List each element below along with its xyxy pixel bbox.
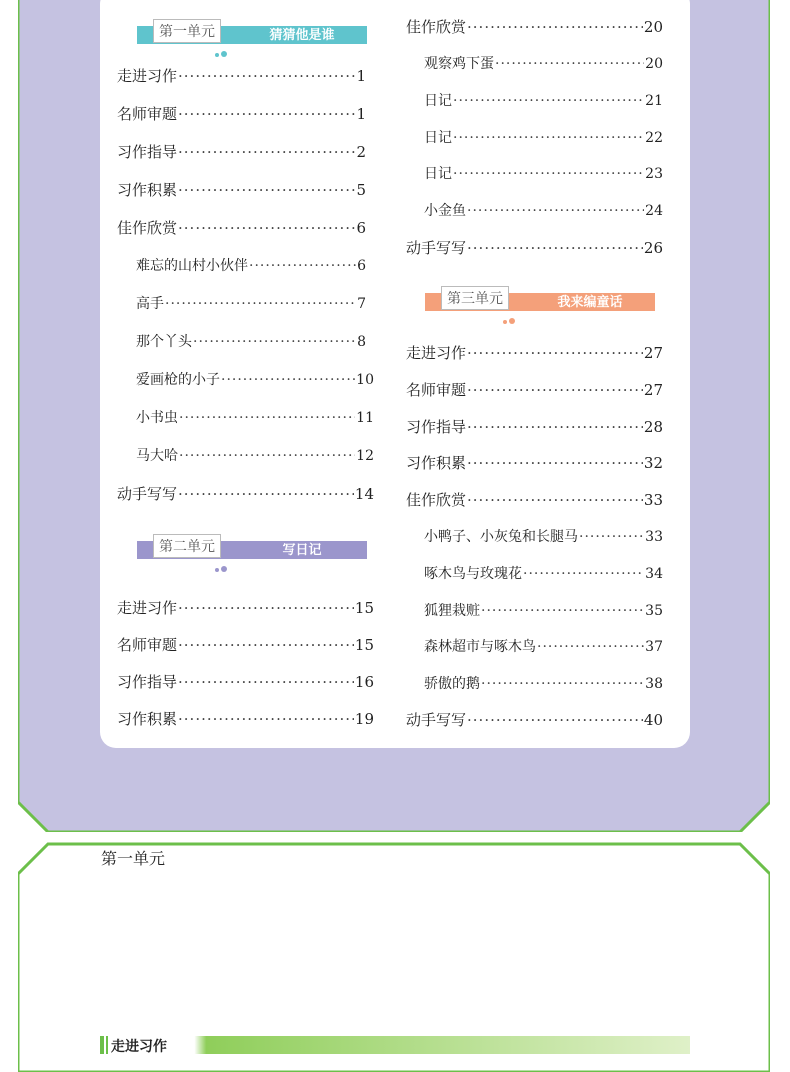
toc-entry[interactable] bbox=[117, 218, 366, 238]
unit-theme: 写日记 bbox=[282, 543, 322, 558]
toc-entry[interactable] bbox=[117, 104, 366, 124]
section-bar-marker bbox=[100, 1036, 104, 1054]
leader-dots bbox=[221, 370, 355, 390]
leader-dots bbox=[579, 527, 644, 547]
entry-page: 35 bbox=[645, 603, 663, 619]
section-label: 走进习作 bbox=[111, 1039, 167, 1055]
entry-page: 28 bbox=[643, 418, 663, 436]
leader-dots bbox=[495, 54, 644, 74]
entry-title: 难忘的山村小伙伴 bbox=[136, 258, 248, 274]
entry-title: 习作指导 bbox=[117, 143, 178, 161]
entry-page: 21 bbox=[645, 93, 663, 109]
entry-title: 动手写写 bbox=[117, 485, 178, 503]
leader-dots bbox=[178, 180, 355, 200]
entry-page: 20 bbox=[645, 56, 663, 72]
entry-page: 10 bbox=[356, 372, 374, 388]
toc-entry[interactable] bbox=[117, 709, 374, 729]
leader-dots bbox=[523, 564, 644, 584]
entry-title: 佳作欣赏 bbox=[406, 18, 467, 36]
leader-dots bbox=[467, 710, 643, 730]
entry-page: 32 bbox=[643, 454, 663, 472]
unit-theme: 我来编童话 bbox=[557, 295, 623, 310]
leader-dots bbox=[467, 417, 643, 437]
entry-title: 动手写写 bbox=[406, 711, 467, 729]
unit-header-3 bbox=[425, 293, 655, 319]
toc-entry[interactable] bbox=[424, 637, 663, 657]
entry-title: 马大哈 bbox=[136, 448, 178, 464]
toc-entry[interactable] bbox=[406, 417, 663, 437]
leader-dots bbox=[178, 709, 354, 729]
toc-entry[interactable] bbox=[424, 54, 663, 74]
entry-page: 23 bbox=[645, 166, 663, 182]
toc-entry[interactable] bbox=[117, 484, 374, 504]
entry-page: 2 bbox=[356, 143, 366, 161]
entry-page: 38 bbox=[645, 676, 663, 692]
leader-dots bbox=[481, 601, 644, 621]
unit-header-2 bbox=[137, 541, 367, 567]
leader-dots bbox=[179, 408, 355, 428]
toc-entry[interactable] bbox=[136, 332, 366, 352]
entry-title: 高手 bbox=[136, 296, 164, 312]
entry-title: 日记 bbox=[424, 166, 452, 182]
entry-title: 走进习作 bbox=[117, 67, 178, 85]
entry-title: 名师审题 bbox=[117, 105, 178, 123]
entry-page: 14 bbox=[354, 485, 374, 503]
entry-title: 小金鱼 bbox=[424, 203, 466, 219]
entry-title: 啄木鸟与玫瑰花 bbox=[424, 566, 522, 582]
toc-entry[interactable] bbox=[117, 598, 374, 618]
toc-entry[interactable] bbox=[117, 180, 366, 200]
entry-page: 34 bbox=[645, 566, 663, 582]
dots-decoration bbox=[503, 309, 517, 328]
toc-entry[interactable] bbox=[406, 453, 663, 473]
entry-title: 习作积累 bbox=[406, 454, 467, 472]
toc-entry[interactable] bbox=[406, 17, 663, 37]
leader-dots bbox=[453, 164, 644, 184]
entry-page: 37 bbox=[645, 639, 663, 655]
leader-dots bbox=[178, 598, 354, 618]
leader-dots bbox=[481, 674, 644, 694]
toc-entry[interactable] bbox=[406, 238, 663, 258]
entry-page: 6 bbox=[357, 258, 366, 274]
leader-dots bbox=[453, 91, 644, 111]
entry-page: 24 bbox=[645, 203, 663, 219]
dots-decoration bbox=[215, 42, 229, 61]
entry-title: 走进习作 bbox=[117, 599, 178, 617]
toc-entry[interactable] bbox=[424, 164, 663, 184]
unit-label: 第二单元 bbox=[153, 534, 221, 558]
leader-dots bbox=[178, 142, 355, 162]
unit-header-1 bbox=[137, 26, 367, 52]
section-bar-marker bbox=[106, 1036, 108, 1054]
leader-dots bbox=[467, 17, 643, 37]
entry-page: 16 bbox=[354, 673, 374, 691]
entry-page: 15 bbox=[354, 599, 374, 617]
toc-entry[interactable] bbox=[424, 128, 663, 148]
toc-entry[interactable] bbox=[406, 490, 663, 510]
toc-entry[interactable] bbox=[117, 66, 366, 86]
leader-dots bbox=[467, 380, 643, 400]
entry-title: 骄傲的鹅 bbox=[424, 676, 480, 692]
entry-title: 习作指导 bbox=[117, 673, 178, 691]
entry-page: 1 bbox=[356, 105, 366, 123]
toc-entry[interactable] bbox=[424, 527, 663, 547]
entry-page: 5 bbox=[356, 181, 366, 199]
toc-entry[interactable] bbox=[117, 142, 366, 162]
toc-entry[interactable] bbox=[117, 672, 374, 692]
entry-title: 日记 bbox=[424, 93, 452, 109]
leader-dots bbox=[193, 332, 356, 352]
entry-title: 习作积累 bbox=[117, 181, 178, 199]
leader-dots bbox=[537, 637, 644, 657]
entry-page: 27 bbox=[643, 381, 663, 399]
leader-dots bbox=[249, 256, 356, 276]
entry-title: 走进习作 bbox=[406, 344, 467, 362]
entry-page: 1 bbox=[356, 67, 366, 85]
entry-title: 狐狸栽赃 bbox=[424, 603, 480, 619]
entry-page: 6 bbox=[356, 219, 366, 237]
entry-page: 20 bbox=[643, 18, 663, 36]
toc-entry[interactable] bbox=[424, 201, 663, 221]
entry-page: 26 bbox=[643, 239, 663, 257]
toc-entry[interactable] bbox=[136, 446, 374, 466]
entry-title: 动手写写 bbox=[406, 239, 467, 257]
unit-theme: 猜猜他是谁 bbox=[269, 28, 335, 43]
leader-dots bbox=[179, 446, 355, 466]
leader-dots bbox=[165, 294, 356, 314]
toc-entry[interactable] bbox=[136, 294, 366, 314]
toc-entry[interactable] bbox=[406, 380, 663, 400]
leader-dots bbox=[453, 128, 644, 148]
entry-title: 佳作欣赏 bbox=[406, 491, 467, 509]
toc-entry[interactable] bbox=[406, 710, 663, 730]
entry-page: 40 bbox=[643, 711, 663, 729]
toc-entry[interactable] bbox=[136, 408, 374, 428]
entry-page: 22 bbox=[645, 130, 663, 146]
entry-title: 佳作欣赏 bbox=[117, 219, 178, 237]
toc-entry[interactable] bbox=[424, 674, 663, 694]
entry-title: 那个丫头 bbox=[136, 334, 192, 350]
toc-entry[interactable] bbox=[117, 635, 374, 655]
leader-dots bbox=[467, 490, 643, 510]
leader-dots bbox=[178, 672, 354, 692]
entry-page: 33 bbox=[645, 529, 663, 545]
entry-page: 12 bbox=[356, 448, 374, 464]
leader-dots bbox=[178, 66, 355, 86]
toc-entry[interactable] bbox=[136, 256, 366, 276]
entry-title: 小鸭子、小灰兔和长腿马 bbox=[424, 529, 578, 545]
toc-entry[interactable] bbox=[406, 343, 663, 363]
section-bar bbox=[100, 1036, 690, 1054]
entry-title: 观察鸡下蛋 bbox=[424, 56, 494, 72]
toc-entry[interactable] bbox=[136, 370, 374, 390]
entry-title: 森林超市与啄木鸟 bbox=[424, 639, 536, 655]
leader-dots bbox=[467, 201, 644, 221]
toc-entry[interactable] bbox=[424, 564, 663, 584]
leader-dots bbox=[178, 484, 354, 504]
entry-title: 日记 bbox=[424, 130, 452, 146]
entry-title: 爱画枪的小子 bbox=[136, 372, 220, 388]
entry-page: 11 bbox=[356, 410, 374, 426]
leader-dots bbox=[467, 238, 643, 258]
toc-entry[interactable] bbox=[424, 601, 663, 621]
entry-page: 7 bbox=[357, 296, 366, 312]
leader-dots bbox=[467, 343, 643, 363]
entry-title: 习作指导 bbox=[406, 418, 467, 436]
entry-page: 8 bbox=[357, 334, 366, 350]
dots-decoration bbox=[215, 557, 229, 576]
entry-page: 15 bbox=[354, 636, 374, 654]
unit-label: 第一单元 bbox=[153, 19, 221, 43]
entry-page: 33 bbox=[643, 491, 663, 509]
chapter-unit-label: 第一单元 bbox=[101, 846, 691, 1000]
entry-title: 小书虫 bbox=[136, 410, 178, 426]
entry-title: 习作积累 bbox=[117, 710, 178, 728]
entry-page: 19 bbox=[354, 710, 374, 728]
entry-title: 名师审题 bbox=[406, 381, 467, 399]
toc-entry[interactable] bbox=[424, 91, 663, 111]
leader-dots bbox=[178, 104, 355, 124]
chapter-title: 猜猜他是谁 bbox=[367, 935, 557, 975]
leader-dots bbox=[178, 635, 354, 655]
leader-dots bbox=[467, 453, 643, 473]
entry-page: 27 bbox=[643, 344, 663, 362]
entry-title: 名师审题 bbox=[117, 636, 178, 654]
leader-dots bbox=[178, 218, 355, 238]
unit-label: 第三单元 bbox=[441, 286, 509, 310]
